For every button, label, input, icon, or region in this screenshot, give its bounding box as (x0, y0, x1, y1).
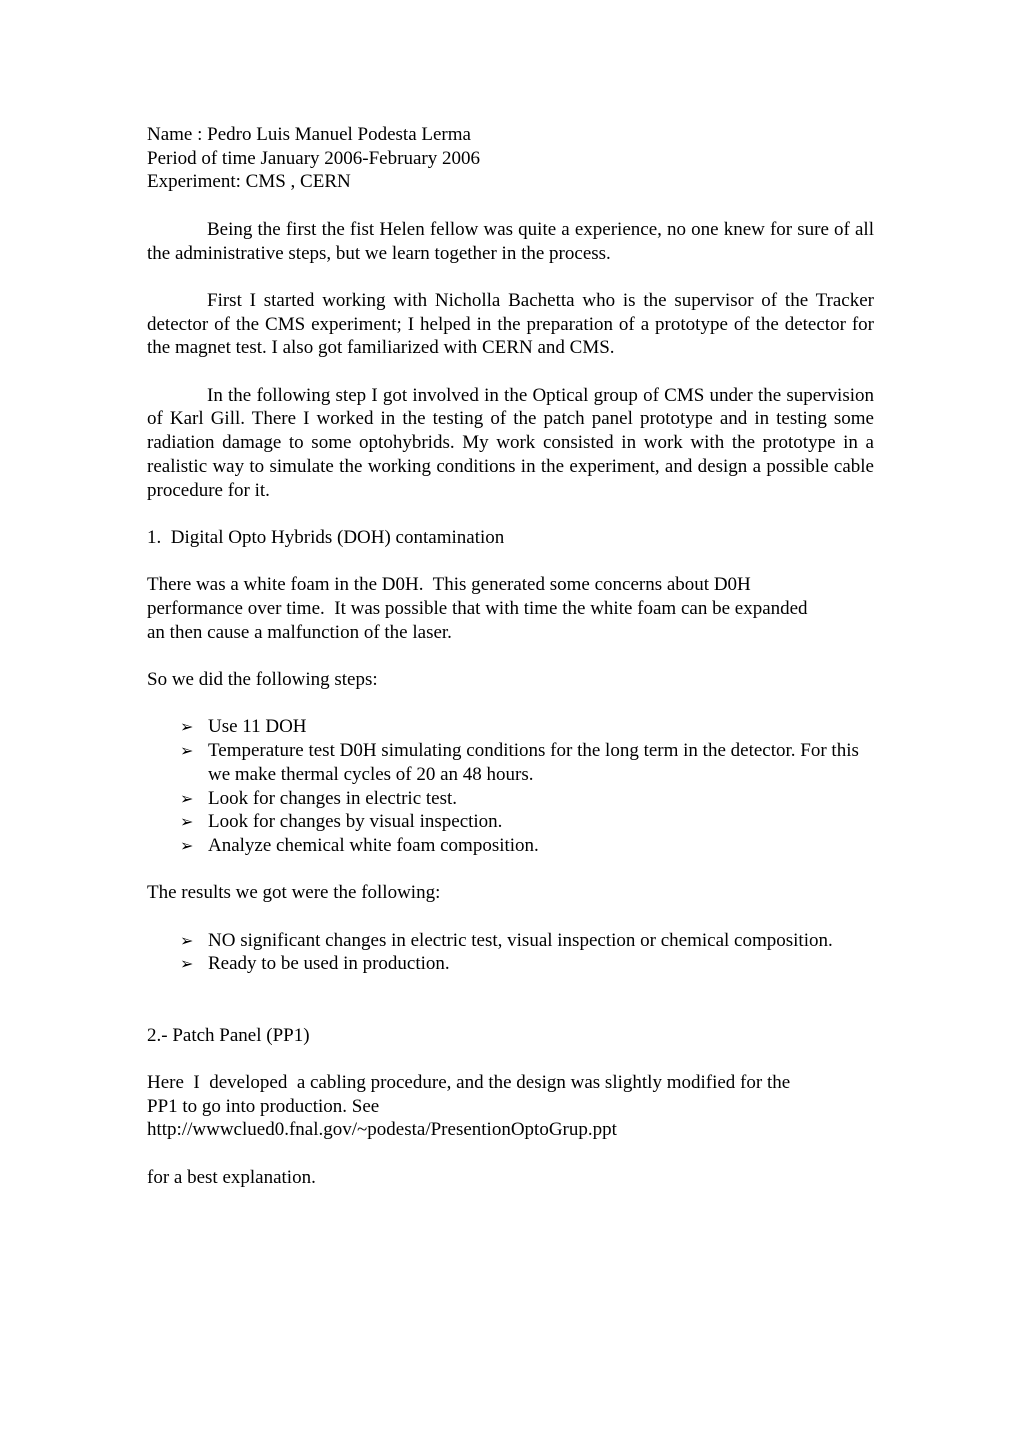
step-text: Temperature test D0H simulating conditions for the long term in the detector. For this we make thermal cycles of 20 an 48 hours. (208, 740, 859, 785)
list-item (180, 715, 874, 739)
step-text: Use 11 DOH (208, 716, 307, 738)
section1-text-line: an then cause a malfunction of the laser. (147, 621, 452, 643)
arrow-bullet-icon: ➢ (180, 717, 194, 737)
result-text: NO significant changes in electric test, visual inspection or chemical composition. (208, 929, 833, 951)
section1-text-line: There was a white foam in the D0H. This generated some concerns about D0H (147, 574, 751, 596)
section2-text-line: PP1 to go into production. See (147, 1095, 380, 1117)
list-item (180, 929, 874, 953)
intro-paragraph-1: Being the first the fist Helen fellow was quite a experience, no one knew for sure of all the administrative steps, but we learn together in the process. (147, 218, 874, 264)
intro-paragraph-2: First I started working with Nicholla Bachetta who is the supervisor of the Tracker detector of the CMS experiment; I helped in the preparation of a prototype of the detector for the magnet test. I also got familiarized with CERN and CMS. (147, 289, 874, 359)
section2-text-line: Here I developed a cabling procedure, and the design was slightly modified for the (147, 1071, 791, 1093)
closing-line: for a best explanation. (147, 1166, 316, 1188)
steps-list (147, 715, 874, 857)
results-list (147, 929, 874, 976)
list-item (180, 739, 874, 786)
presentation-link[interactable]: http://wwwclued0.fnal.gov/~podesta/PresentionOptoGrup.ppt (147, 1119, 617, 1141)
arrow-bullet-icon: ➢ (180, 930, 194, 950)
list-item (180, 787, 874, 811)
arrow-bullet-icon: ➢ (180, 835, 194, 855)
steps-intro: So we did the following steps: (147, 669, 378, 691)
section1-text (147, 573, 874, 644)
section1-heading: 1. Digital Opto Hybrids (DOH) contamination (147, 526, 505, 548)
section2-heading: 2.- Patch Panel (PP1) (147, 1024, 310, 1046)
arrow-bullet-icon: ➢ (180, 741, 194, 761)
document-page (147, 123, 874, 1189)
result-text: Ready to be used in production. (208, 953, 450, 975)
arrow-bullet-icon: ➢ (180, 954, 194, 974)
step-text: Look for changes by visual inspection. (208, 811, 503, 833)
step-text: Analyze chemical white foam composition. (208, 834, 539, 856)
results-intro: The results we got were the following: (147, 882, 441, 904)
arrow-bullet-icon: ➢ (180, 812, 194, 832)
name-line: Name : Pedro Luis Manuel Podesta Lerma (147, 124, 471, 145)
section1-text-line: performance over time. It was possible that with time the white foam can be expanded (147, 597, 808, 619)
list-item (180, 810, 874, 834)
period-line: Period of time January 2006-February 2006 (147, 147, 480, 169)
intro-paragraph-3: In the following step I got involved in the Optical group of CMS under the supervision of Karl Gill. There I worked in the testing of the patch panel prototype and in testing some radiation damage to some optohybrids. My work consisted in work with the prototype in a realistic way to simulate the working conditions in the experiment, and design a possible cable procedure for it. (147, 384, 874, 501)
list-item (180, 834, 874, 858)
header-block (147, 123, 874, 194)
list-item (180, 952, 874, 976)
section2-text (147, 1071, 874, 1142)
arrow-bullet-icon: ➢ (180, 788, 194, 808)
step-text: Look for changes in electric test. (208, 787, 458, 809)
experiment-line: Experiment: CMS , CERN (147, 171, 351, 193)
